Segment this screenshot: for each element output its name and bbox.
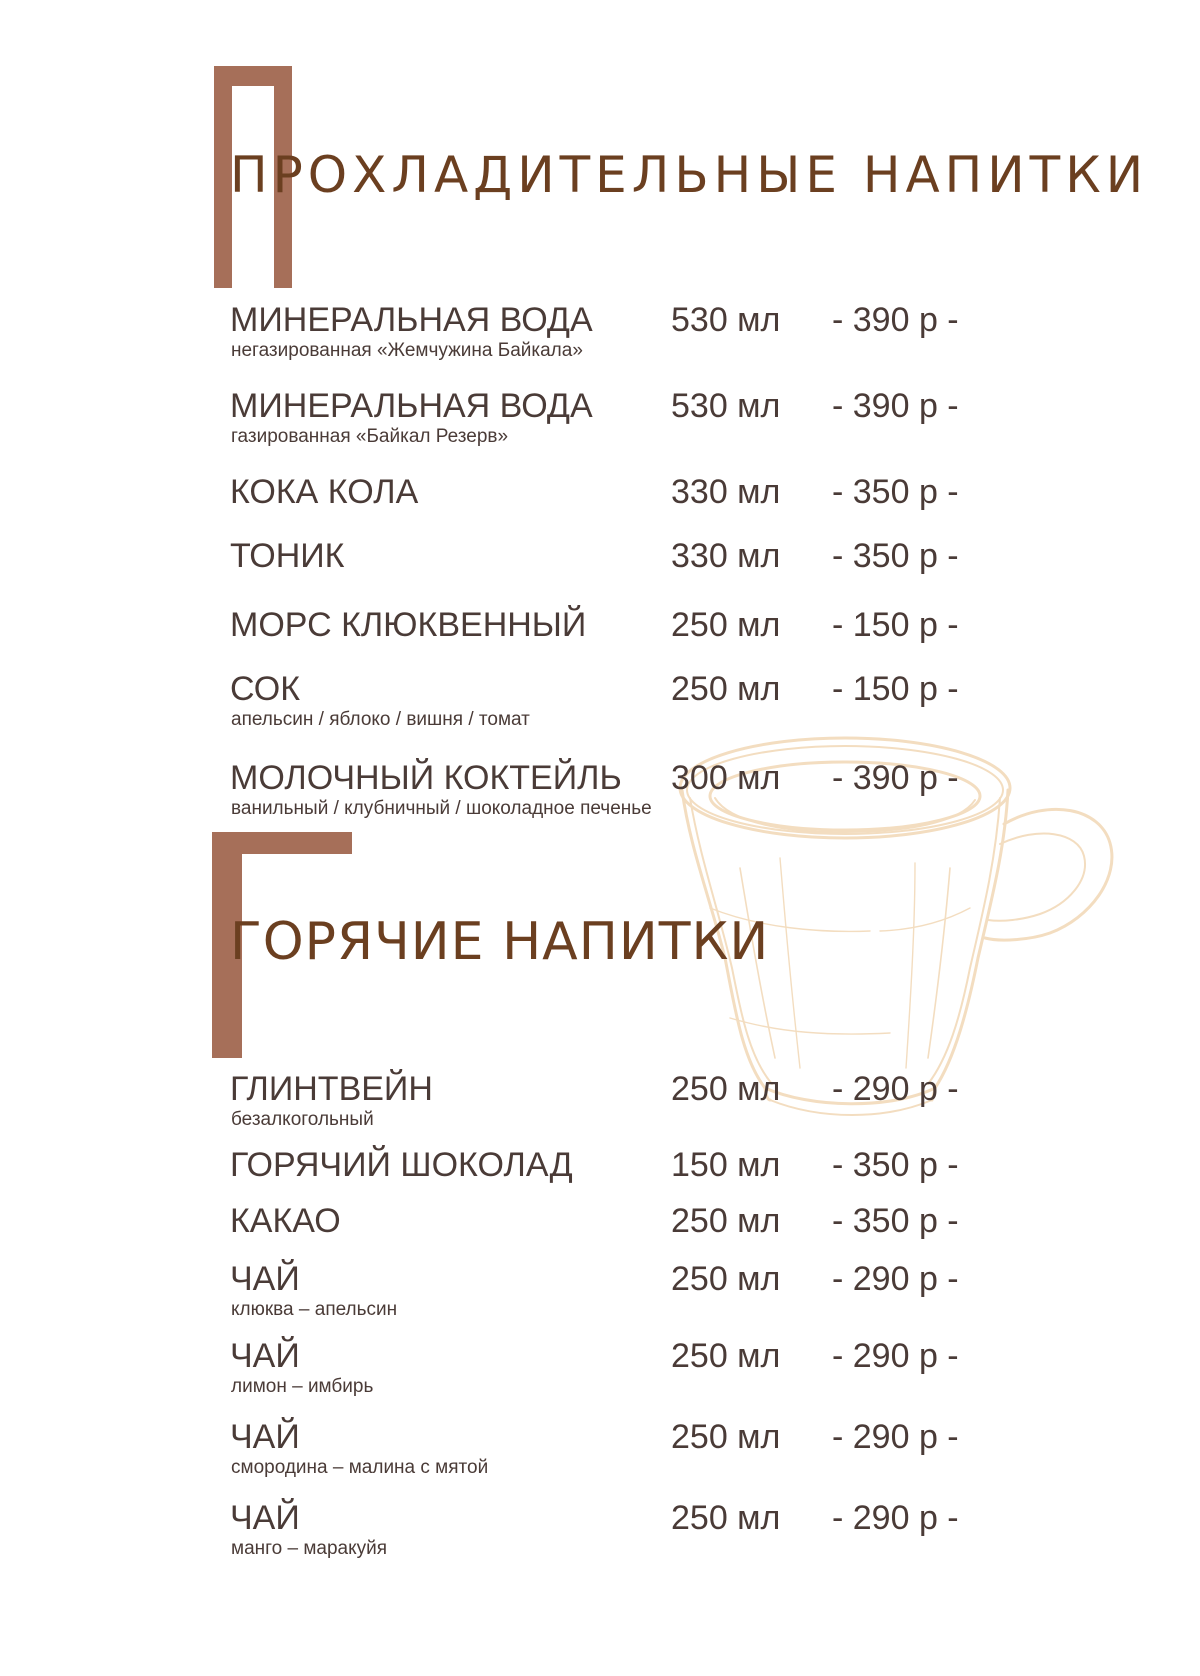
menu-item bbox=[230, 759, 990, 819]
menu-item bbox=[230, 387, 990, 447]
menu-item bbox=[230, 1260, 990, 1320]
item-volume: 330 мл bbox=[671, 537, 781, 575]
item-description: газированная «Байкал Резерв» bbox=[231, 426, 509, 447]
item-price: - 350 р - bbox=[832, 1146, 959, 1184]
menu-item bbox=[230, 537, 990, 597]
item-price: - 290 р - bbox=[832, 1418, 959, 1456]
menu-item bbox=[230, 670, 990, 730]
menu-item bbox=[230, 1418, 990, 1478]
item-price: - 150 р - bbox=[832, 670, 959, 708]
item-volume: 150 мл bbox=[671, 1146, 781, 1184]
item-volume: 250 мл bbox=[671, 1499, 781, 1537]
menu-item bbox=[230, 301, 990, 361]
item-name: МИНЕРАЛЬНАЯ ВОДА bbox=[230, 301, 593, 339]
item-name: ТОНИК bbox=[230, 537, 345, 575]
item-volume: 250 мл bbox=[671, 1070, 781, 1108]
item-name: ЧАЙ bbox=[230, 1418, 300, 1456]
section-title: ГОРЯЧИЕ НАПИТКИ bbox=[230, 912, 770, 972]
menu-item bbox=[230, 1499, 990, 1559]
item-volume: 250 мл bbox=[671, 1337, 781, 1375]
item-name: КАКАО bbox=[230, 1202, 341, 1240]
item-price: - 350 р - bbox=[832, 473, 959, 511]
item-description: манго – маракуйя bbox=[231, 1538, 388, 1559]
item-price: - 290 р - bbox=[832, 1337, 959, 1375]
item-price: - 350 р - bbox=[832, 537, 959, 575]
item-name: ЧАЙ bbox=[230, 1337, 300, 1375]
item-description: апельсин / яблоко / вишня / томат bbox=[231, 709, 530, 730]
item-price: - 390 р - bbox=[832, 387, 959, 425]
item-volume: 250 мл bbox=[671, 670, 781, 708]
item-volume: 530 мл bbox=[671, 387, 781, 425]
item-price: - 150 р - bbox=[832, 606, 959, 644]
item-description: смородина – малина с мятой bbox=[231, 1457, 489, 1478]
item-price: - 390 р - bbox=[832, 301, 959, 339]
item-description: безалкогольный bbox=[231, 1109, 374, 1130]
item-name: КОКА КОЛА bbox=[230, 473, 419, 511]
item-volume: 300 мл bbox=[671, 759, 781, 797]
menu-item bbox=[230, 473, 990, 533]
item-name: МИНЕРАЛЬНАЯ ВОДА bbox=[230, 387, 593, 425]
item-volume: 250 мл bbox=[671, 1418, 781, 1456]
item-name: МОЛОЧНЫЙ КОКТЕЙЛЬ bbox=[230, 759, 622, 797]
item-name: ЧАЙ bbox=[230, 1499, 300, 1537]
item-description: лимон – имбирь bbox=[231, 1376, 374, 1397]
item-price: - 290 р - bbox=[832, 1499, 959, 1537]
item-volume: 330 мл bbox=[671, 473, 781, 511]
item-volume: 250 мл bbox=[671, 1202, 781, 1240]
item-name: ГОРЯЧИЙ ШОКОЛАД bbox=[230, 1146, 573, 1184]
item-description: негазированная «Жемчужина Байкала» bbox=[231, 340, 583, 361]
item-name: ЧАЙ bbox=[230, 1260, 300, 1298]
menu-item bbox=[230, 1146, 990, 1206]
item-price: - 390 р - bbox=[832, 759, 959, 797]
section-title: ПРОХЛАДИТЕЛЬНЫЕ НАПИТКИ bbox=[230, 146, 1149, 204]
menu-item bbox=[230, 1202, 990, 1262]
item-description: ванильный / клубничный / шоколадное печенье bbox=[231, 798, 652, 819]
item-volume: 530 мл bbox=[671, 301, 781, 339]
menu-item bbox=[230, 606, 990, 666]
item-name: СОК bbox=[230, 670, 301, 708]
item-volume: 250 мл bbox=[671, 1260, 781, 1298]
item-name: ГЛИНТВЕЙН bbox=[230, 1070, 433, 1108]
item-name: МОРС КЛЮКВЕННЫЙ bbox=[230, 606, 587, 644]
menu-item bbox=[230, 1070, 990, 1130]
item-volume: 250 мл bbox=[671, 606, 781, 644]
item-description: клюква – апельсин bbox=[231, 1299, 398, 1320]
menu-item bbox=[230, 1337, 990, 1397]
item-price: - 350 р - bbox=[832, 1202, 959, 1240]
item-price: - 290 р - bbox=[832, 1260, 959, 1298]
item-price: - 290 р - bbox=[832, 1070, 959, 1108]
